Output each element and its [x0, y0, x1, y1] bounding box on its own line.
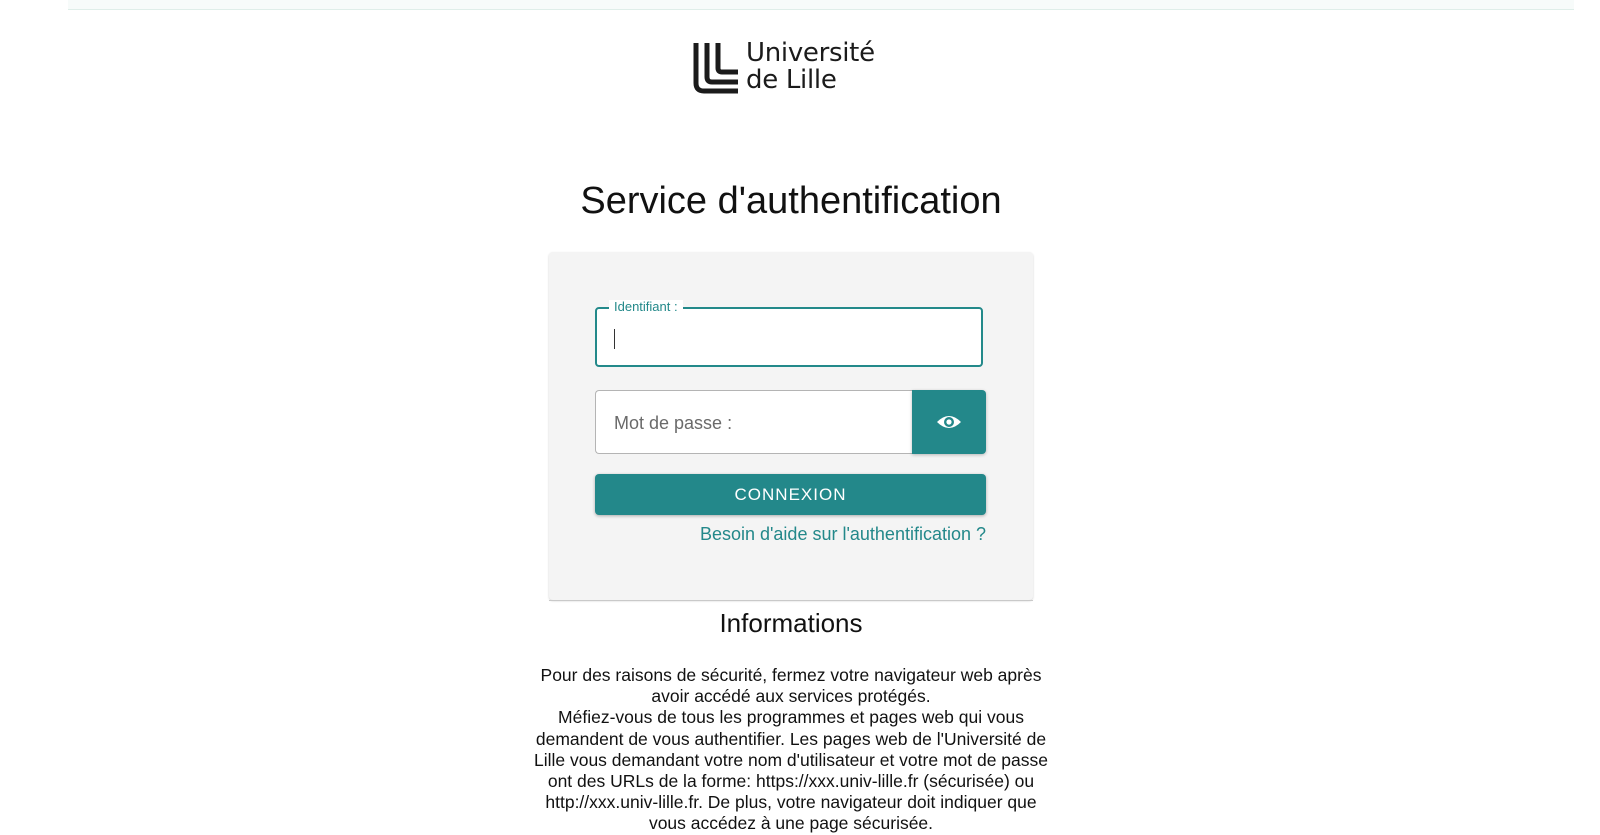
password-field[interactable] — [595, 390, 912, 454]
login-card — [549, 252, 1033, 600]
logo-text — [746, 40, 875, 94]
logo-line-2: de Lille — [746, 65, 837, 95]
text-caret — [614, 329, 615, 349]
page-title: Service d'authentification — [580, 180, 1002, 222]
logo-mark-icon — [692, 39, 740, 95]
info-paragraph-phishing: Méfiez-vous de tous les programmes et pages web qui vous demandent de vous authentifier. Les pages web de l'Université de Lille vous demandant votre nom d'utilisateur et votre mot de passe ont des URLs de la forme: https://xxx.univ-lille.fr (sécurisée) ou http://xxx.univ-lille.fr. De plus, votre navigateur doit indiquer que vous accédez à une page sécurisée. — [533, 707, 1049, 834]
login-button[interactable]: CONNEXION — [595, 474, 986, 515]
username-field[interactable] — [595, 299, 983, 367]
username-label: Identifiant : — [609, 300, 683, 314]
browser-top-strip — [68, 0, 1574, 10]
card-divider — [549, 600, 1033, 601]
university-logo[interactable] — [692, 38, 875, 96]
eye-icon — [936, 413, 962, 431]
auth-help-link[interactable]: Besoin d'aide sur l'authentification ? — [699, 524, 986, 544]
password-input[interactable] — [612, 405, 906, 441]
username-input[interactable] — [611, 321, 975, 357]
logo-line-1: Université — [746, 38, 875, 68]
info-text — [531, 665, 1051, 835]
info-paragraph-security: Pour des raisons de sécurité, fermez votre navigateur web après avoir accédé aux services protégés. — [540, 665, 1042, 707]
info-title: Informations — [719, 608, 863, 638]
show-password-button[interactable] — [912, 390, 986, 454]
